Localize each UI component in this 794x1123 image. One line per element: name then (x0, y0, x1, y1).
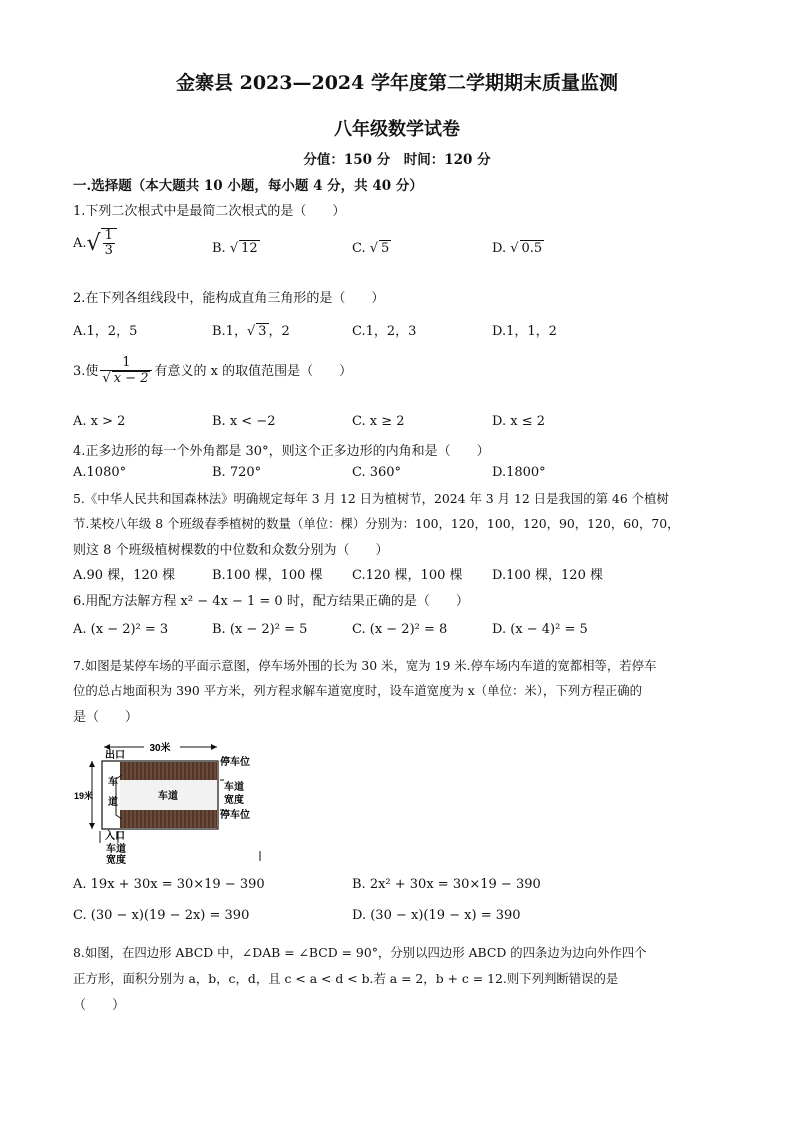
q1-option-b: B. √ 12 (212, 241, 258, 256)
q7-option-d: D. (30 − x)(19 − x) = 390 (352, 908, 521, 923)
q1-option-d: D. √ 0.5 (492, 241, 543, 256)
q3-option-d: D. x ≤ 2 (492, 414, 545, 429)
q6-option-a: A. (x − 2)² = 3 (73, 622, 169, 637)
exam-meta: 分值：150 分 时间：120 分 (303, 152, 491, 168)
q7-option-a: A. 19x + 30x = 30×19 − 390 (73, 877, 265, 892)
fig-exit-label: 出口 (105, 750, 125, 761)
fig-road-v1: 车 (108, 777, 118, 788)
q5-line2: 节.某校八年级 8 个班级春季植树的数量（单位：棵）分别为：100，120，100，120，90，120，60，70， (73, 516, 680, 531)
parking-lot-figure (72, 735, 272, 865)
fig-entrance-label: 入口 (105, 831, 125, 842)
q5-option-d: D.100 棵，120 棵 (492, 568, 603, 583)
q5-option-a: A.90 棵，120 棵 (73, 568, 176, 583)
q2-option-b: B.1，√ 3 ，2 (212, 324, 290, 339)
q7-line3: 是（ ） (73, 710, 139, 725)
q7-line2: 位的总占地面积为 390 平方米，列方程求解车道宽度时，设车道宽度为 x（单位：米），下列方程正确的 (73, 683, 643, 698)
section-heading: 一.选择题（本大题共 10 小题，每小题 4 分，共 40 分） (73, 178, 423, 194)
fig-road-width-label-2: 宽度 (224, 795, 244, 806)
q6-option-d: D. (x − 4)² = 5 (492, 622, 588, 637)
q2-option-d: D.1，1，2 (492, 324, 557, 339)
q6-option-c: C. (x − 2)² = 8 (352, 622, 448, 637)
q5-option-c: C.120 棵，100 棵 (352, 568, 463, 583)
fig-parking-top (120, 762, 217, 780)
fig-parking-bottom-label: 停车位 (220, 810, 250, 821)
q4-stem: 4.正多边形的每一个外角都是 30°，则这个正多边形的内角和是（ ） (73, 444, 490, 459)
q8-line3: （ ） (73, 998, 126, 1013)
fig-parking-bottom (120, 810, 217, 828)
q1-option-a: A.√ $\frac{1}{3}$ (73, 228, 117, 259)
q7-option-c: C. (30 − x)(19 − 2x) = 390 (73, 908, 250, 923)
fig-road-width-label-1: 车道 (224, 782, 244, 793)
fig-side-length: 19米 (74, 791, 94, 801)
fig-road-v2: 道 (108, 797, 118, 808)
q1-stem: 1.下列二次根式中是最简二次根式的是（ ） (73, 204, 346, 219)
q4-option-b: B. 720° (212, 465, 262, 480)
q4-option-a: A.1080° (73, 465, 127, 480)
q8-line1: 8.如图，在四边形 ABCD 中，∠DAB = ∠BCD = 90°，分别以四边形 ABCD 的四条边为边向外作四个 (73, 945, 647, 960)
q8-line2: 正方形，面积分别为 a，b，c，d，且 c < a < d < b.若 a = 2，b + c = 12.则下列判断错误的是 (73, 971, 619, 986)
q3-option-c: C. x ≥ 2 (352, 414, 405, 429)
q3-stem: 3.使 $\frac{1}{√ x - 2}$ 有意义的 x 的取值范围是（ ） (73, 355, 353, 387)
q5-option-b: B.100 棵，100 棵 (212, 568, 323, 583)
q4-option-d: D.1800° (492, 465, 546, 480)
q3-option-a: A. x > 2 (73, 414, 126, 429)
fig-bottom-width-1: 车道 (106, 844, 126, 855)
q5-line3: 则这 8 个班级植树棵数的中位数和众数分别为（ ） (73, 543, 389, 558)
exam-subtitle: 八年级数学试卷 (334, 119, 460, 140)
q6-stem: 6.用配方法解方程 x² − 4x − 1 = 0 时，配方结果正确的是（ ） (73, 594, 469, 609)
fig-parking-top-label: 停车位 (220, 757, 250, 768)
q1-option-c: C. √ 5 (352, 241, 390, 256)
q3-option-b: B. x < −2 (212, 414, 276, 429)
fig-bottom-width-2: 宽度 (106, 855, 126, 865)
q4-option-c: C. 360° (352, 465, 402, 480)
q2-stem: 2.在下列各组线段中，能构成直角三角形的是（ ） (73, 291, 385, 306)
q7-line1: 7.如图是某停车场的平面示意图，停车场外围的长为 30 米，宽为 19 米.停车场内车道的宽都相等，若停车 (73, 658, 657, 673)
exam-title: 金寨县 2023—2024 学年度第二学期期末质量监测 (176, 72, 618, 94)
q6-option-b: B. (x − 2)² = 5 (212, 622, 308, 637)
q7-option-b: B. 2x² + 30x = 30×19 − 390 (352, 877, 541, 892)
q2-option-a: A.1，2，5 (73, 324, 138, 339)
q2-option-c: C.1，2，3 (352, 324, 417, 339)
q5-line1: 5.《中华人民共和国森林法》明确规定每年 3 月 12 日为植树节，2024 年 3 月 12 日是我国的第 46 个植树 (73, 491, 669, 506)
fig-top-length: 30米 (149, 743, 171, 754)
fig-road-label: 车道 (158, 791, 178, 802)
